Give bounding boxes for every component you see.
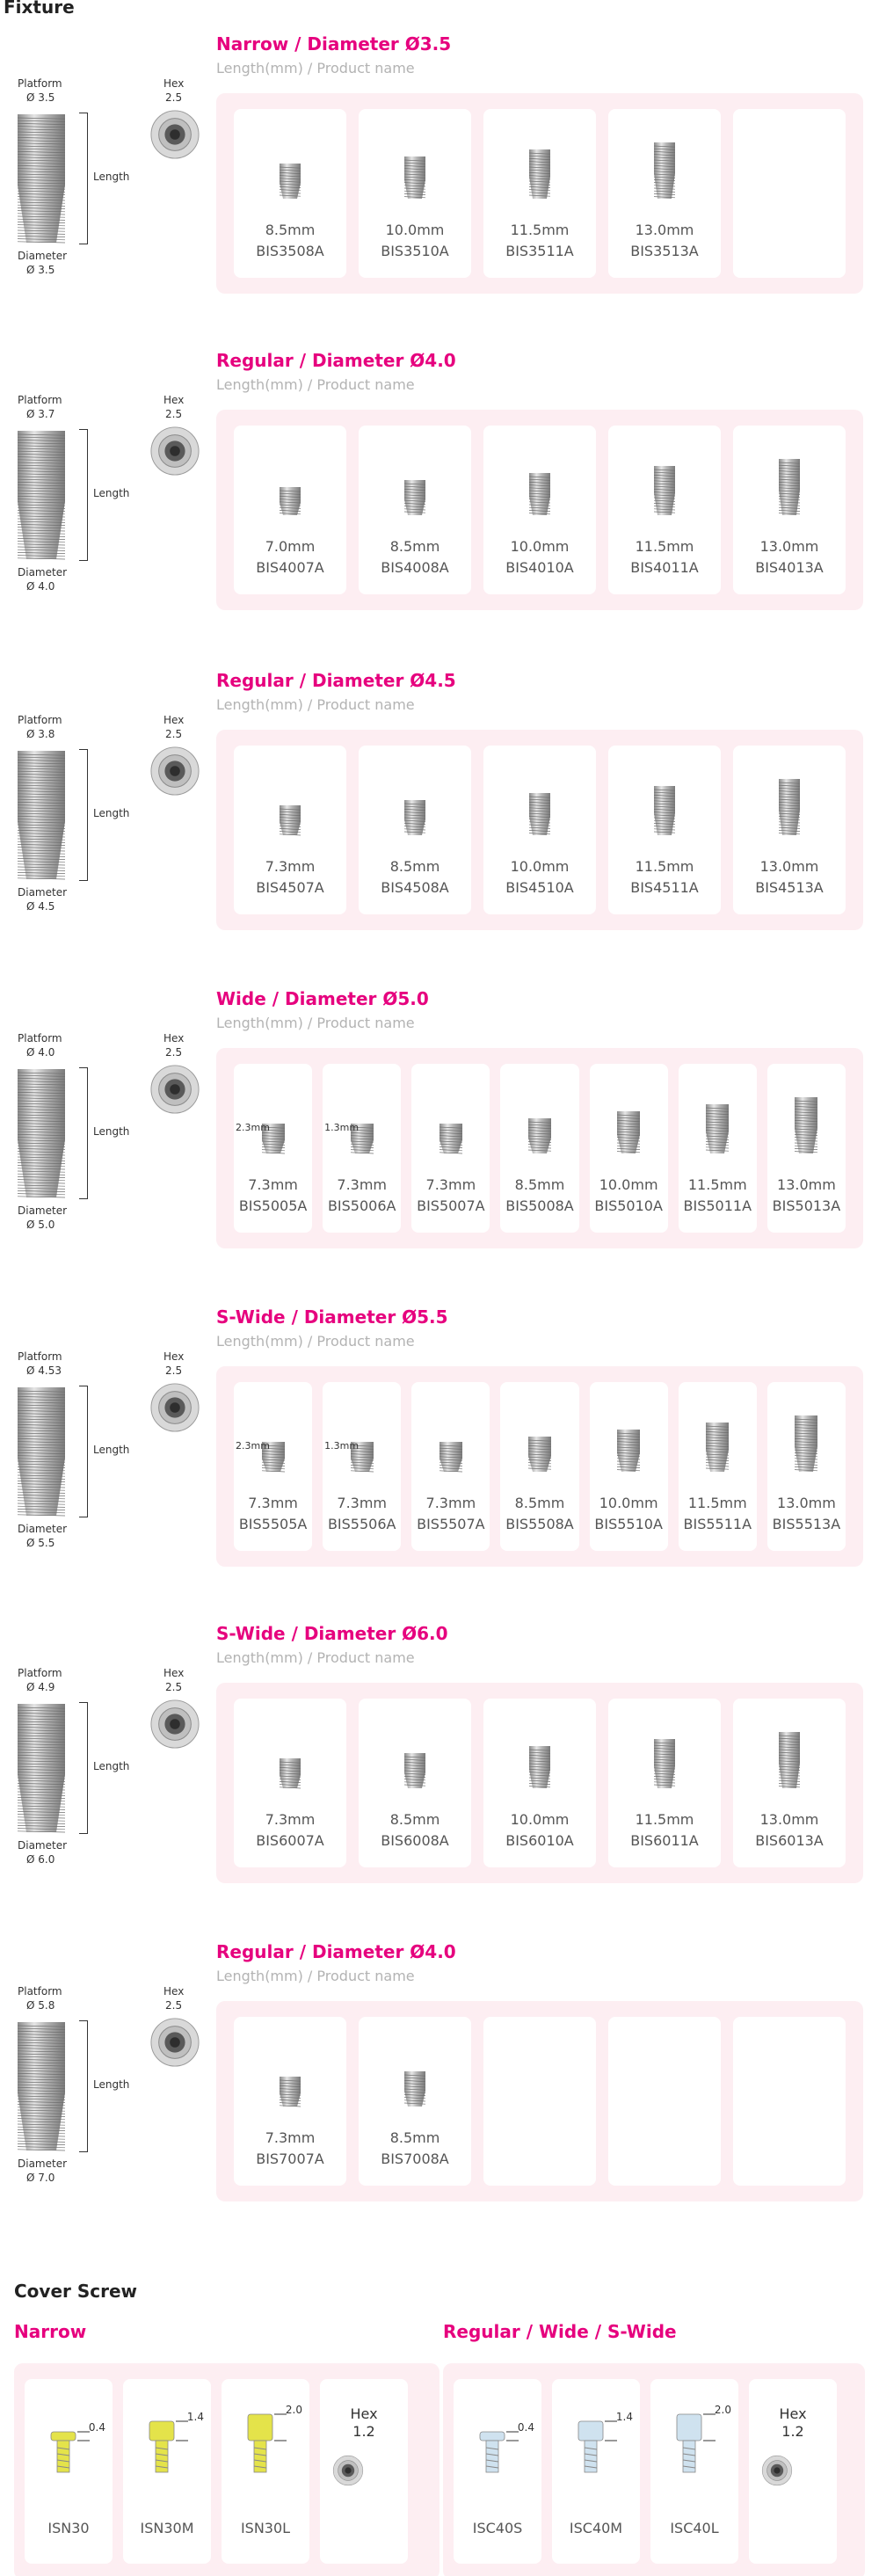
product-panel	[216, 2001, 863, 2201]
fixture-section	[0, 350, 879, 640]
product-card-list	[234, 2017, 846, 2186]
product-card[interactable]	[359, 109, 471, 278]
fixture-illustration	[18, 429, 65, 561]
product-card[interactable]	[608, 109, 721, 278]
length-label: Length	[93, 1760, 130, 1772]
platform-label: Platform	[18, 1985, 62, 1997]
product-name: BIS5511A	[683, 1516, 752, 1532]
product-implant-image	[529, 1744, 550, 1790]
hex-label: Hex	[163, 1350, 185, 1363]
fixture-illustration	[18, 2020, 65, 2152]
fixture-section	[0, 33, 879, 324]
section-subtitle: Length(mm) / Product name	[216, 1649, 415, 1666]
product-card[interactable]	[590, 1382, 668, 1551]
cover-screw-narrow-group	[14, 2321, 378, 2536]
product-implant-image	[280, 485, 301, 517]
cover-screw-card[interactable]	[123, 2379, 211, 2564]
product-length: 7.3mm	[265, 1811, 316, 1828]
fixture-illustration	[18, 1386, 65, 1517]
fixture-diagram	[9, 714, 202, 942]
product-length: 7.3mm	[248, 1176, 298, 1193]
length-label: Length	[93, 1125, 130, 1138]
head-height-label: 2.0	[714, 2404, 731, 2416]
fixture-section	[0, 670, 879, 960]
hex-connection-icon	[149, 2017, 200, 2068]
fixture-section	[0, 1306, 879, 1597]
product-card-list	[234, 426, 846, 594]
diameter-label: Diameter	[18, 566, 68, 579]
head-height-label: 0.4	[517, 2421, 534, 2434]
empty-product-slot	[608, 2017, 721, 2186]
product-card[interactable]	[500, 1382, 578, 1551]
product-card[interactable]	[359, 1699, 471, 1867]
section-title: S-Wide / Diameter Ø6.0	[216, 1623, 448, 1644]
section-subtitle: Length(mm) / Product name	[216, 60, 415, 76]
product-implant-image	[280, 1757, 301, 1790]
platform-label: Platform	[18, 77, 62, 90]
product-implant-image	[440, 1440, 462, 1474]
platform-value: Ø 5.8	[26, 1999, 55, 2012]
product-name: BIS5005A	[238, 1197, 308, 1214]
diameter-label: Diameter	[18, 2158, 68, 2170]
product-length: 8.5mm	[265, 222, 316, 238]
product-card-list	[234, 1699, 846, 1867]
length-label: Length	[93, 2078, 130, 2091]
product-card[interactable]	[733, 746, 846, 914]
product-panel	[216, 730, 863, 930]
length-dimension-line	[79, 2020, 88, 2152]
product-length: 8.5mm	[389, 1811, 440, 1828]
product-implant-image	[280, 804, 301, 837]
hex-value: 2.5	[165, 408, 183, 420]
product-panel	[216, 1683, 863, 1883]
product-implant-image	[654, 784, 675, 837]
length-dimension-line	[79, 1702, 88, 1834]
product-card[interactable]	[359, 746, 471, 914]
diameter-value: Ø 6.0	[26, 1853, 55, 1866]
product-name: BIS4511A	[630, 879, 699, 896]
product-name: BIS6013A	[755, 1832, 824, 1849]
hex-socket-icon	[332, 2455, 364, 2486]
cover-screw-regular-group	[443, 2321, 807, 2536]
platform-value: Ø 3.5	[26, 91, 55, 104]
product-name: BIS5011A	[683, 1197, 752, 1214]
section-title: S-Wide / Diameter Ø5.5	[216, 1306, 448, 1328]
product-card[interactable]	[411, 1064, 490, 1233]
product-card[interactable]	[411, 1382, 490, 1551]
diameter-value: Ø 5.5	[26, 1537, 55, 1549]
platform-value: Ø 3.8	[26, 728, 55, 740]
section-title: Wide / Diameter Ø5.0	[216, 988, 429, 1009]
product-card[interactable]	[733, 1699, 846, 1867]
section-title: Regular / Diameter Ø4.0	[216, 350, 456, 371]
product-name: BIS4013A	[755, 559, 824, 576]
cover-screw-regular-panel	[443, 2363, 865, 2576]
fixture-diagram	[9, 394, 202, 622]
cover-screw-image	[471, 2405, 524, 2485]
empty-product-slot	[733, 2017, 846, 2186]
cover-screw-name: ISC40S	[472, 2520, 523, 2536]
hex-connection-icon	[149, 109, 200, 160]
cover-screw-card[interactable]	[454, 2379, 541, 2564]
cover-screw-hex-card	[749, 2379, 837, 2564]
product-name: BIS4008A	[381, 559, 449, 576]
product-length: 10.0mm	[510, 1811, 570, 1828]
product-card[interactable]	[608, 1699, 721, 1867]
product-implant-image	[617, 1428, 640, 1474]
product-implant-image	[404, 2070, 425, 2108]
diameter-label: Diameter	[18, 1204, 68, 1217]
product-length: 10.0mm	[510, 538, 570, 555]
hex-value: 2.5	[165, 1681, 183, 1693]
length-dimension-line	[79, 1067, 88, 1199]
cover-screw-card[interactable]	[552, 2379, 640, 2564]
product-implant-image	[795, 1095, 817, 1155]
platform-label: Platform	[18, 714, 62, 726]
product-implant-image	[654, 1737, 675, 1790]
diameter-label: Diameter	[18, 886, 68, 899]
product-length: 10.0mm	[599, 1495, 658, 1511]
product-name: BIS4007A	[256, 559, 324, 576]
hex-label: Hex	[163, 1032, 185, 1044]
product-card[interactable]	[767, 1064, 846, 1233]
product-length: 8.5mm	[514, 1495, 565, 1511]
platform-label: Platform	[18, 1350, 62, 1363]
product-implant-image	[617, 1110, 640, 1155]
product-name: BIS5510A	[594, 1516, 663, 1532]
product-name: BIS4510A	[505, 879, 574, 896]
collar-height-label: 1.3mm	[324, 1122, 360, 1133]
product-panel	[216, 1048, 863, 1248]
product-card[interactable]	[234, 2017, 346, 2186]
product-card[interactable]	[234, 109, 346, 278]
product-length: 7.3mm	[425, 1176, 476, 1193]
product-name: BIS5007A	[417, 1197, 485, 1214]
cover-screw-hex-value: 1.2	[781, 2423, 804, 2440]
hex-value: 2.5	[165, 728, 183, 740]
product-length: 13.0mm	[759, 858, 819, 875]
product-name: BIS3510A	[381, 243, 449, 259]
product-name: BIS3508A	[256, 243, 324, 259]
product-length: 11.5mm	[635, 538, 694, 555]
collar-height-label: 1.3mm	[324, 1440, 360, 1452]
hex-connection-icon	[149, 426, 200, 477]
fixture-diagram	[9, 77, 202, 306]
product-length: 13.0mm	[777, 1176, 836, 1193]
product-implant-image	[706, 1102, 729, 1155]
length-label: Length	[93, 1444, 130, 1456]
product-name: BIS5506A	[327, 1516, 396, 1532]
section-title: Narrow / Diameter Ø3.5	[216, 33, 452, 55]
product-name: BIS5010A	[594, 1197, 663, 1214]
product-implant-image	[404, 155, 425, 200]
cover-screw-narrow-panel	[14, 2363, 440, 2576]
cover-screw-card[interactable]	[222, 2379, 309, 2564]
product-implant-image	[404, 478, 425, 517]
section-subtitle: Length(mm) / Product name	[216, 1333, 415, 1350]
product-implant-image	[779, 457, 800, 517]
platform-label: Platform	[18, 1667, 62, 1679]
product-card[interactable]	[234, 746, 346, 914]
product-implant-image	[654, 464, 675, 517]
cover-screw-card[interactable]	[650, 2379, 738, 2564]
product-card[interactable]	[608, 746, 721, 914]
collar-height-label: 2.3mm	[236, 1440, 270, 1452]
fixture-section	[0, 1623, 879, 1913]
product-implant-image	[404, 1751, 425, 1790]
fixture-illustration	[18, 749, 65, 881]
product-implant-image	[779, 777, 800, 837]
product-length: 10.0mm	[510, 858, 570, 875]
section-subtitle: Length(mm) / Product name	[216, 696, 415, 713]
length-label: Length	[93, 487, 130, 499]
fixture-illustration	[18, 1067, 65, 1199]
hex-label: Hex	[163, 1985, 185, 1997]
cover-screw-name: ISN30	[47, 2520, 90, 2536]
platform-label: Platform	[18, 394, 62, 406]
cover-screw-narrow-title: Narrow	[14, 2321, 87, 2342]
product-implant-image	[654, 141, 675, 200]
product-name: BIS4010A	[505, 559, 574, 576]
cover-screw-image	[239, 2405, 292, 2485]
page-title: Fixture	[4, 0, 75, 18]
cover-screw-hex-label: Hex	[350, 2405, 378, 2422]
fixture-diagram	[9, 1985, 202, 2214]
hex-label: Hex	[163, 77, 185, 90]
product-length: 7.3mm	[337, 1495, 388, 1511]
product-length: 8.5mm	[389, 858, 440, 875]
head-height-label: 0.4	[88, 2421, 105, 2434]
product-card-list	[234, 1382, 846, 1551]
product-name: BIS5008A	[505, 1197, 574, 1214]
head-height-label: 1.4	[615, 2411, 633, 2423]
product-length: 7.3mm	[425, 1495, 476, 1511]
product-implant-image	[440, 1122, 462, 1155]
product-name: BIS3513A	[630, 243, 699, 259]
product-implant-image	[528, 1117, 551, 1155]
product-implant-image	[779, 1730, 800, 1790]
cover-screw-name: ISC40L	[670, 2520, 719, 2536]
hex-value: 2.5	[165, 1364, 183, 1377]
section-subtitle: Length(mm) / Product name	[216, 376, 415, 393]
product-name: BIS6007A	[256, 1832, 324, 1849]
diameter-value: Ø 5.0	[26, 1219, 55, 1231]
cover-screw-hex-value: 1.2	[352, 2423, 375, 2440]
cover-screw-name: ISC40M	[569, 2520, 623, 2536]
product-card[interactable]	[323, 1064, 401, 1233]
product-implant-image	[404, 798, 425, 837]
product-name: BIS5013A	[772, 1197, 841, 1214]
platform-value: Ø 4.53	[26, 1364, 62, 1377]
diameter-label: Diameter	[18, 1839, 68, 1852]
section-title: Regular / Diameter Ø4.5	[216, 670, 456, 691]
cover-screw-image	[570, 2405, 622, 2485]
product-length: 7.3mm	[337, 1176, 388, 1193]
product-card[interactable]	[234, 426, 346, 594]
product-length: 7.3mm	[265, 858, 316, 875]
collar-height-label: 2.3mm	[236, 1122, 270, 1133]
platform-value: Ø 4.9	[26, 1681, 55, 1693]
product-card[interactable]	[234, 1382, 312, 1551]
product-length: 13.0mm	[635, 222, 694, 238]
fixture-diagram	[9, 1032, 202, 1261]
empty-product-slot	[483, 2017, 596, 2186]
length-dimension-line	[79, 1386, 88, 1517]
product-implant-image	[706, 1421, 729, 1474]
hex-connection-icon	[149, 746, 200, 797]
product-panel	[216, 93, 863, 294]
product-card-list	[234, 746, 846, 914]
fixture-illustration	[18, 1702, 65, 1834]
product-card[interactable]	[483, 426, 596, 594]
product-length: 7.3mm	[265, 2129, 316, 2146]
product-card[interactable]	[590, 1064, 668, 1233]
fixture-diagram	[9, 1667, 202, 1896]
hex-connection-icon	[149, 1382, 200, 1433]
cover-screw-name: ISN30L	[240, 2520, 291, 2536]
product-card[interactable]	[483, 746, 596, 914]
cover-screw-hex-card	[320, 2379, 408, 2564]
fixture-diagram	[9, 1350, 202, 1579]
product-name: BIS7007A	[256, 2150, 324, 2167]
product-name: BIS7008A	[381, 2150, 449, 2167]
product-length: 13.0mm	[759, 1811, 819, 1828]
cover-screw-hex-label: Hex	[779, 2405, 807, 2422]
platform-label: Platform	[18, 1032, 62, 1044]
hex-value: 2.5	[165, 1046, 183, 1059]
length-label: Length	[93, 807, 130, 819]
product-length: 13.0mm	[759, 538, 819, 555]
product-implant-image	[528, 1435, 551, 1474]
diameter-value: Ø 3.5	[26, 264, 55, 276]
length-label: Length	[93, 171, 130, 183]
product-card[interactable]	[359, 426, 471, 594]
product-card[interactable]	[679, 1382, 757, 1551]
hex-value: 2.5	[165, 1999, 183, 2012]
section-subtitle: Length(mm) / Product name	[216, 1968, 415, 1984]
cover-screw-image	[42, 2405, 95, 2485]
product-card[interactable]	[767, 1382, 846, 1551]
product-length: 10.0mm	[599, 1176, 658, 1193]
cover-screw-card[interactable]	[25, 2379, 113, 2564]
product-name: BIS5006A	[327, 1197, 396, 1214]
section-subtitle: Length(mm) / Product name	[216, 1015, 415, 1031]
empty-product-slot	[733, 109, 846, 278]
product-name: BIS5505A	[238, 1516, 308, 1532]
hex-label: Hex	[163, 1667, 185, 1679]
product-card-list	[234, 1064, 846, 1233]
product-length: 8.5mm	[514, 1176, 565, 1193]
product-name: BIS4508A	[381, 879, 449, 896]
product-implant-image	[529, 791, 550, 837]
product-length: 11.5mm	[635, 858, 694, 875]
diameter-value: Ø 4.0	[26, 580, 55, 593]
product-length: 11.5mm	[635, 1811, 694, 1828]
product-panel	[216, 410, 863, 610]
fixture-illustration	[18, 113, 65, 244]
product-name: BIS5508A	[505, 1516, 574, 1532]
product-card[interactable]	[500, 1064, 578, 1233]
product-length: 8.5mm	[389, 2129, 440, 2146]
product-card[interactable]	[323, 1382, 401, 1551]
diameter-label: Diameter	[18, 250, 68, 262]
head-height-label: 2.0	[285, 2404, 302, 2416]
cover-screw-image	[668, 2405, 721, 2485]
hex-label: Hex	[163, 714, 185, 726]
length-dimension-line	[79, 749, 88, 881]
product-length: 11.5mm	[687, 1176, 747, 1193]
product-implant-image	[795, 1414, 817, 1474]
product-card[interactable]	[679, 1064, 757, 1233]
product-length: 7.0mm	[265, 538, 316, 555]
diameter-label: Diameter	[18, 1523, 68, 1535]
section-title: Regular / Diameter Ø4.0	[216, 1941, 456, 1962]
product-name: BIS4507A	[256, 879, 324, 896]
product-card[interactable]	[234, 1064, 312, 1233]
diameter-value: Ø 4.5	[26, 900, 55, 913]
product-card[interactable]	[608, 426, 721, 594]
product-name: BIS6008A	[381, 1832, 449, 1849]
platform-value: Ø 3.7	[26, 408, 55, 420]
product-card-list	[234, 109, 846, 278]
product-length: 11.5mm	[510, 222, 570, 238]
product-name: BIS4513A	[755, 879, 824, 896]
product-card[interactable]	[359, 2017, 471, 2186]
product-name: BIS6011A	[630, 1832, 699, 1849]
product-implant-image	[280, 162, 301, 200]
hex-connection-icon	[149, 1064, 200, 1115]
hex-label: Hex	[163, 394, 185, 406]
hex-socket-icon	[761, 2455, 793, 2486]
product-length: 11.5mm	[687, 1495, 747, 1511]
cover-screw-name: ISN30M	[140, 2520, 194, 2536]
product-length: 13.0mm	[777, 1495, 836, 1511]
product-card[interactable]	[483, 1699, 596, 1867]
diameter-value: Ø 7.0	[26, 2172, 55, 2184]
product-length: 7.3mm	[248, 1495, 298, 1511]
product-name: BIS3511A	[505, 243, 574, 259]
product-panel	[216, 1366, 863, 1567]
cover-screw-regular-title: Regular / Wide / S-Wide	[443, 2321, 677, 2342]
length-dimension-line	[79, 429, 88, 561]
hex-connection-icon	[149, 1699, 200, 1750]
product-card[interactable]	[733, 426, 846, 594]
cover-screw-title: Cover Screw	[14, 2281, 138, 2302]
product-name: BIS5507A	[417, 1516, 485, 1532]
product-length: 8.5mm	[389, 538, 440, 555]
product-implant-image	[529, 471, 550, 517]
cover-screw-image	[141, 2405, 193, 2485]
product-length: 10.0mm	[385, 222, 445, 238]
head-height-label: 1.4	[186, 2411, 204, 2423]
product-card[interactable]	[483, 109, 596, 278]
product-name: BIS5513A	[772, 1516, 841, 1532]
length-dimension-line	[79, 113, 88, 244]
platform-value: Ø 4.0	[26, 1046, 55, 1059]
product-name: BIS4011A	[630, 559, 699, 576]
fixture-section	[0, 988, 879, 1278]
product-card[interactable]	[234, 1699, 346, 1867]
fixture-section	[0, 1941, 879, 2231]
product-implant-image	[529, 148, 550, 200]
product-implant-image	[280, 2075, 301, 2108]
hex-value: 2.5	[165, 91, 183, 104]
product-name: BIS6010A	[505, 1832, 574, 1849]
